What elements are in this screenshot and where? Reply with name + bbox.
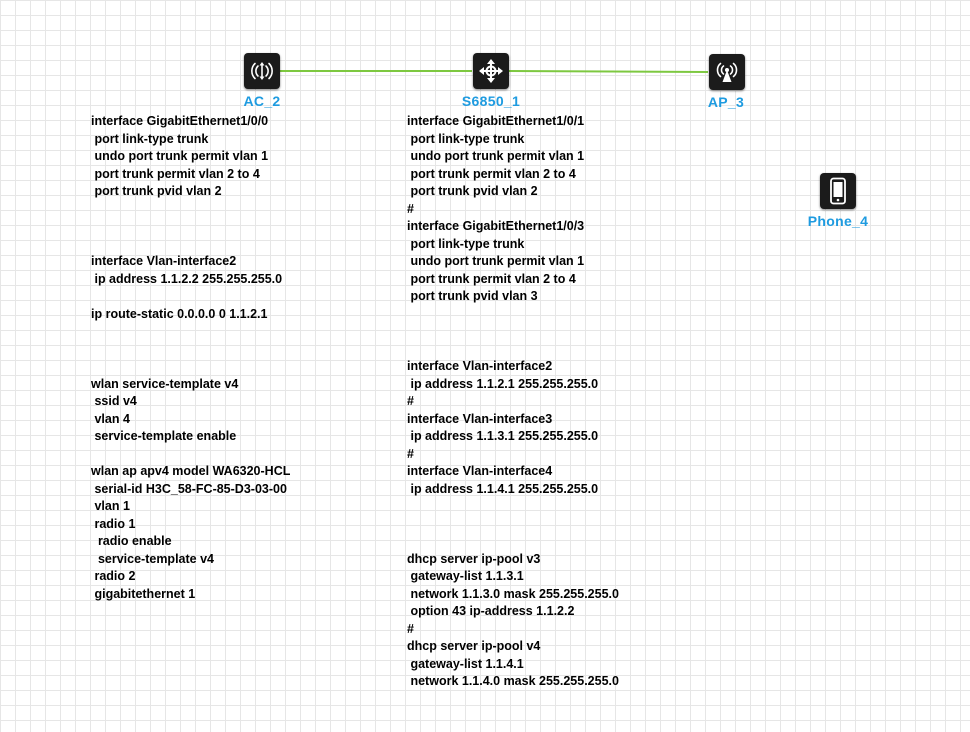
- config-line: #: [407, 394, 414, 408]
- switch-label[interactable]: S6850_1: [461, 93, 521, 109]
- ac-label[interactable]: AC_2: [243, 93, 281, 109]
- config-line: #: [407, 201, 414, 216]
- config-line: port trunk pvid vlan 2: [407, 184, 538, 198]
- config-line: option 43 ip-address 1.1.2.2: [407, 604, 575, 618]
- config-line: wlan service-template v4: [91, 376, 239, 391]
- config-line: ip route-static 0.0.0.0 0 1.1.2.1: [91, 306, 268, 321]
- config-line: port trunk permit vlan 2 to 4: [407, 166, 576, 181]
- config-line: [91, 358, 290, 376]
- config-line: port trunk pvid vlan 2: [91, 184, 222, 198]
- config-line: serial-id H3C_58-FC-85-D3-03-00: [91, 481, 287, 496]
- config-line: dhcp server ip-pool v4: [407, 639, 541, 653]
- ap-device[interactable]: [709, 54, 745, 90]
- config-line: port link-type trunk: [91, 131, 209, 146]
- ac-device[interactable]: [244, 53, 280, 89]
- config-line: network 1.1.4.0 mask 255.255.255.0: [407, 674, 619, 688]
- config-line: [91, 288, 290, 306]
- access-point-icon: [714, 59, 740, 85]
- config-line: interface Vlan-interface3: [407, 411, 553, 426]
- config-line: [91, 341, 290, 359]
- link-switch-ap[interactable]: [509, 71, 708, 72]
- config-line: interface Vlan-interface2: [91, 254, 237, 268]
- config-line: [407, 516, 619, 534]
- config-line: network 1.1.3.0 mask 255.255.255.0: [407, 586, 619, 601]
- config-line: interface GigabitEthernet1/0/1: [407, 114, 585, 128]
- config-line: ip address 1.1.3.1 255.255.255.0: [407, 429, 599, 443]
- config-line: [91, 323, 290, 341]
- config-line: [407, 306, 619, 324]
- switch-config-text: [407, 113, 619, 691]
- config-line: port trunk permit vlan 2 to 4: [407, 271, 576, 286]
- config-line: [407, 498, 619, 516]
- config-line: interface Vlan-interface4: [407, 464, 553, 478]
- phone-icon: [828, 177, 848, 205]
- config-line: port trunk permit vlan 2 to 4: [91, 166, 260, 181]
- config-line: #: [407, 446, 414, 461]
- config-line: [407, 323, 619, 341]
- config-line: gateway-list 1.1.4.1: [407, 656, 524, 671]
- switch-icon: [477, 57, 505, 85]
- config-line: radio 1: [91, 516, 136, 531]
- config-line: vlan 1: [91, 499, 130, 513]
- config-line: [91, 218, 290, 236]
- config-line: #: [407, 621, 414, 636]
- config-line: ip address 1.1.2.1 255.255.255.0: [407, 376, 599, 391]
- config-line: vlan 4: [91, 411, 130, 426]
- config-line: ip address 1.1.4.1 255.255.255.0: [407, 481, 599, 496]
- config-line: port trunk pvid vlan 3: [407, 289, 538, 303]
- config-line: ssid v4: [91, 394, 137, 408]
- config-line: [91, 446, 290, 464]
- config-line: [91, 201, 290, 219]
- config-line: dhcp server ip-pool v3: [407, 551, 541, 566]
- config-line: service-template v4: [91, 551, 214, 566]
- config-line: ip address 1.1.2.2 255.255.255.0: [91, 271, 283, 286]
- ap-label[interactable]: AP_3: [707, 94, 745, 110]
- wireless-controller-icon: [249, 58, 275, 84]
- config-line: undo port trunk permit vlan 1: [407, 149, 585, 163]
- phone-label[interactable]: Phone_4: [807, 213, 869, 229]
- config-line: undo port trunk permit vlan 1: [407, 254, 585, 268]
- config-line: interface Vlan-interface2: [407, 359, 553, 373]
- config-line: radio 2: [91, 569, 136, 583]
- config-line: interface GigabitEthernet1/0/3: [407, 219, 585, 233]
- config-line: wlan ap apv4 model WA6320-HCL: [91, 464, 291, 478]
- config-line: [407, 533, 619, 551]
- config-line: service-template enable: [91, 429, 237, 443]
- phone-device[interactable]: [820, 173, 856, 209]
- config-line: interface GigabitEthernet1/0/0: [91, 114, 269, 128]
- ac-config-text: [91, 113, 290, 603]
- config-line: undo port trunk permit vlan 1: [91, 149, 269, 163]
- config-line: port link-type trunk: [407, 236, 525, 251]
- config-line: [407, 341, 619, 359]
- switch-device[interactable]: [473, 53, 509, 89]
- config-line: gigabitethernet 1: [91, 586, 196, 601]
- config-line: radio enable: [91, 534, 172, 548]
- config-line: [91, 236, 290, 254]
- config-line: port link-type trunk: [407, 131, 525, 146]
- config-line: gateway-list 1.1.3.1: [407, 569, 524, 583]
